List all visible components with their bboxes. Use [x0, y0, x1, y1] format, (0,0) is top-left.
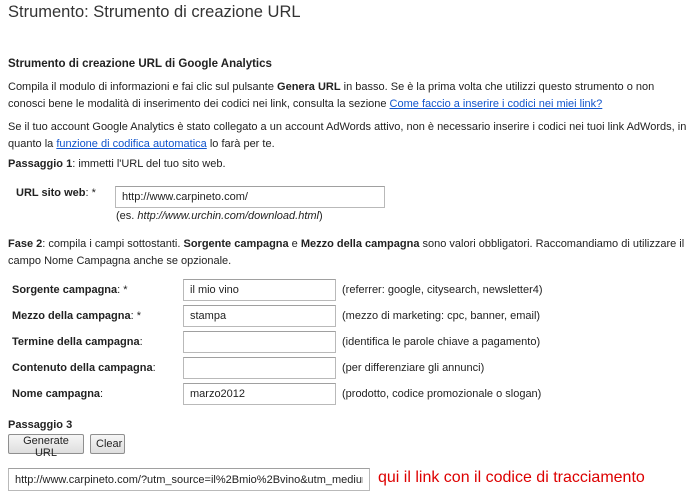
step2-label: Fase 2: [8, 238, 43, 250]
campaign-name-input[interactable]: [183, 383, 336, 405]
campaign-term-label: Termine della campagna:: [12, 336, 143, 348]
campaign-source-label: Sorgente campagna: *: [12, 284, 128, 296]
required-mark: *: [91, 187, 96, 199]
step1-label: Passaggio 1: [8, 158, 73, 170]
section-title: Strumento di creazione URL di Google Analytics: [8, 58, 272, 70]
url-input[interactable]: [115, 186, 385, 208]
step2-instructions: Fase 2: compila i campi sottostanti. Sorgente campagna e Mezzo della campagna sono valori obbligatori. Raccomandiamo di utilizzare il campo Nome Campagna anche se opzionale.: [8, 238, 685, 267]
campaign-name-hint: (prodotto, codice promozionale o slogan): [342, 388, 542, 400]
intro-paragraph: Compila il modulo di informazioni e fai clic sul pulsante Genera URL in basso. Se è la prima volta che utilizzi questo strumento o non conosci bene le modalità di inserimento dei codici nei link, consulta la sezione Come faccio a inserire i codici nei miei link?: [8, 81, 655, 110]
help-link[interactable]: Come faccio a inserire i codici nei miei link?: [389, 98, 603, 110]
campaign-name-label: Nome campagna:: [12, 388, 104, 400]
step1-instructions: Passaggio 1: immetti l'URL del tuo sito web.: [8, 158, 226, 170]
campaign-medium-input[interactable]: [183, 305, 336, 327]
campaign-source-input[interactable]: [183, 279, 336, 301]
campaign-content-hint: (per differenziare gli annunci): [342, 362, 485, 374]
clear-button[interactable]: Clear: [90, 434, 125, 454]
campaign-medium-hint: (mezzo di marketing: cpc, banner, email): [342, 310, 541, 322]
auto-tagging-link[interactable]: funzione di codifica automatica: [56, 138, 207, 150]
campaign-source-hint: (referrer: google, citysearch, newsletter4): [342, 284, 543, 296]
page-title: Strumento: Strumento di creazione URL: [8, 3, 301, 21]
step3-label: Passaggio 3: [8, 419, 73, 431]
tracking-link-annotation: qui il link con il codice di tracciamento: [378, 469, 645, 486]
url-example: (es. http://www.urchin.com/download.html): [116, 210, 323, 222]
adwords-paragraph: Se il tuo account Google Analytics è stato collegato a un account AdWords attivo, non è necessario inserire i codici nei tuoi link AdWords, in quanto la funzione di codifica automatica lo farà per te.: [8, 121, 687, 150]
campaign-content-input[interactable]: [183, 357, 336, 379]
url-label: URL sito web: *: [16, 187, 96, 199]
generated-url-field[interactable]: [8, 468, 370, 491]
campaign-term-hint: (identifica le parole chiave a pagamento): [342, 336, 541, 348]
generate-url-term: Genera URL: [277, 81, 341, 93]
campaign-content-label: Contenuto della campagna:: [12, 362, 156, 374]
campaign-medium-label: Mezzo della campagna: *: [12, 310, 141, 322]
campaign-term-input[interactable]: [183, 331, 336, 353]
generate-url-button[interactable]: Generate URL: [8, 434, 84, 454]
